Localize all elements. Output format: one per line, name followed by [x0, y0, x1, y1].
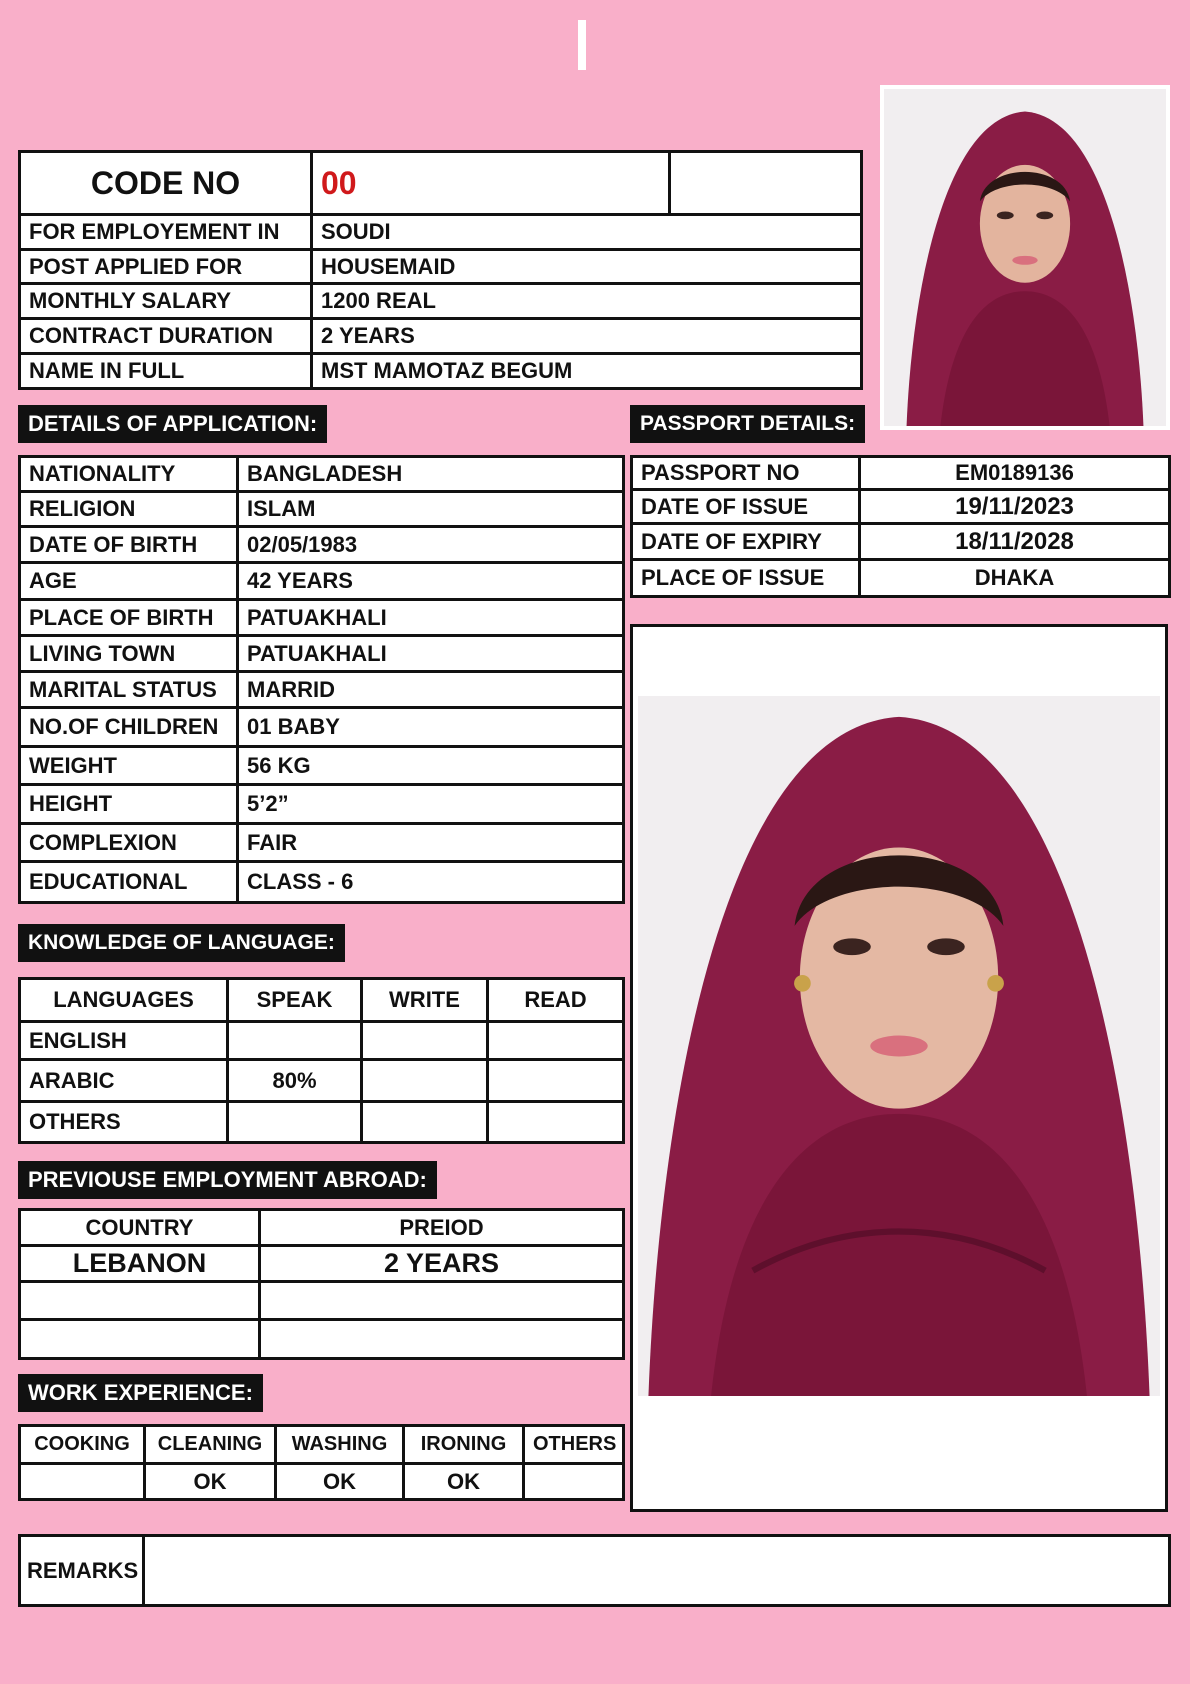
work-value: OK: [145, 1464, 276, 1500]
application-label: HEIGHT: [20, 785, 238, 824]
header-label: NAME IN FULL: [20, 354, 312, 389]
previous-period: [260, 1282, 624, 1320]
previous-country: LEBANON: [20, 1246, 260, 1282]
passport-label: PLACE OF ISSUE: [632, 560, 860, 597]
work-value: [524, 1464, 624, 1500]
header-value: MST MAMOTAZ BEGUM: [312, 354, 862, 389]
previous-table: [18, 1208, 625, 1360]
work-table: [18, 1424, 625, 1501]
header-value: 2 YEARS: [312, 319, 862, 354]
language-name: OTHERS: [20, 1102, 228, 1143]
previous-header: COUNTRY: [20, 1210, 260, 1246]
application-value: BANGLADESH: [238, 457, 624, 492]
code-blank: [670, 152, 862, 215]
work-header: WASHING: [276, 1426, 404, 1464]
application-label: COMPLEXION: [20, 824, 238, 862]
header-value: SOUDI: [312, 215, 862, 250]
language-header: WRITE: [362, 979, 488, 1022]
header-label: FOR EMPLOYEMENT IN: [20, 215, 312, 250]
header-label: CONTRACT DURATION: [20, 319, 312, 354]
previous-country: [20, 1282, 260, 1320]
language-header: LANGUAGES: [20, 979, 228, 1022]
language-header: SPEAK: [228, 979, 362, 1022]
previous-section-label: PREVIOUSE EMPLOYMENT ABROAD:: [18, 1161, 437, 1199]
passport-label: DATE OF EXPIRY: [632, 524, 860, 560]
header-value: HOUSEMAID: [312, 250, 862, 284]
passport-section-label: PASSPORT DETAILS:: [630, 405, 865, 443]
large-photo-frame: [630, 624, 1168, 1512]
language-table: [18, 977, 625, 1144]
remarks-label: REMARKS: [20, 1536, 144, 1606]
language-name: ENGLISH: [20, 1022, 228, 1060]
language-write: [362, 1060, 488, 1102]
previous-header: PREIOD: [260, 1210, 624, 1246]
application-value: MARRID: [238, 672, 624, 708]
application-value: CLASS - 6: [238, 862, 624, 903]
application-value: PATUAKHALI: [238, 600, 624, 636]
application-value: 01 BABY: [238, 708, 624, 747]
application-value: ISLAM: [238, 492, 624, 527]
application-label: WEIGHT: [20, 747, 238, 785]
previous-period: 2 YEARS: [260, 1246, 624, 1282]
work-section-label: WORK EXPERIENCE:: [18, 1374, 263, 1412]
application-value: 42 YEARS: [238, 563, 624, 600]
application-label: EDUCATIONAL: [20, 862, 238, 903]
application-label: MARITAL STATUS: [20, 672, 238, 708]
code-label: CODE NO: [20, 152, 312, 215]
decorative-mark: [578, 20, 586, 70]
language-write: [362, 1022, 488, 1060]
application-label: NATIONALITY: [20, 457, 238, 492]
passport-table: [630, 455, 1171, 598]
passport-value: 19/11/2023: [860, 490, 1170, 524]
work-header: IRONING: [404, 1426, 524, 1464]
language-speak: 80%: [228, 1060, 362, 1102]
previous-country: [20, 1320, 260, 1359]
application-label: LIVING TOWN: [20, 636, 238, 672]
passport-label: PASSPORT NO: [632, 457, 860, 490]
work-value: OK: [276, 1464, 404, 1500]
application-value: FAIR: [238, 824, 624, 862]
small-photo-frame: [880, 85, 1170, 430]
header-label: MONTHLY SALARY: [20, 284, 312, 319]
application-value: 02/05/1983: [238, 527, 624, 563]
application-table: [18, 455, 625, 904]
language-read: [488, 1060, 624, 1102]
application-label: DATE OF BIRTH: [20, 527, 238, 563]
work-header: OTHERS: [524, 1426, 624, 1464]
language-speak: [228, 1022, 362, 1060]
application-label: NO.OF CHILDREN: [20, 708, 238, 747]
work-header: CLEANING: [145, 1426, 276, 1464]
language-read: [488, 1022, 624, 1060]
passport-label: DATE OF ISSUE: [632, 490, 860, 524]
work-value: OK: [404, 1464, 524, 1500]
language-speak: [228, 1102, 362, 1143]
work-header: COOKING: [20, 1426, 145, 1464]
application-value: 5’2”: [238, 785, 624, 824]
work-value: [20, 1464, 145, 1500]
passport-value: DHAKA: [860, 560, 1170, 597]
language-section-label: KNOWLEDGE OF LANGUAGE:: [18, 924, 345, 962]
previous-period: [260, 1320, 624, 1359]
application-section-label: DETAILS OF APPLICATION:: [18, 405, 327, 443]
language-name: ARABIC: [20, 1060, 228, 1102]
header-label: POST APPLIED FOR: [20, 250, 312, 284]
language-read: [488, 1102, 624, 1143]
application-label: RELIGION: [20, 492, 238, 527]
language-header: READ: [488, 979, 624, 1022]
application-label: AGE: [20, 563, 238, 600]
application-value: 56 KG: [238, 747, 624, 785]
remarks-table: [18, 1534, 1171, 1607]
header-table: [18, 150, 863, 390]
header-value: 1200 REAL: [312, 284, 862, 319]
remarks-value: [144, 1536, 1170, 1606]
code-value: 00: [312, 152, 670, 215]
passport-value: EM0189136: [860, 457, 1170, 490]
full-portrait-photo: [638, 696, 1160, 1396]
language-write: [362, 1102, 488, 1143]
passport-value: 18/11/2028: [860, 524, 1170, 560]
application-label: PLACE OF BIRTH: [20, 600, 238, 636]
portrait-photo: [884, 89, 1166, 426]
application-value: PATUAKHALI: [238, 636, 624, 672]
